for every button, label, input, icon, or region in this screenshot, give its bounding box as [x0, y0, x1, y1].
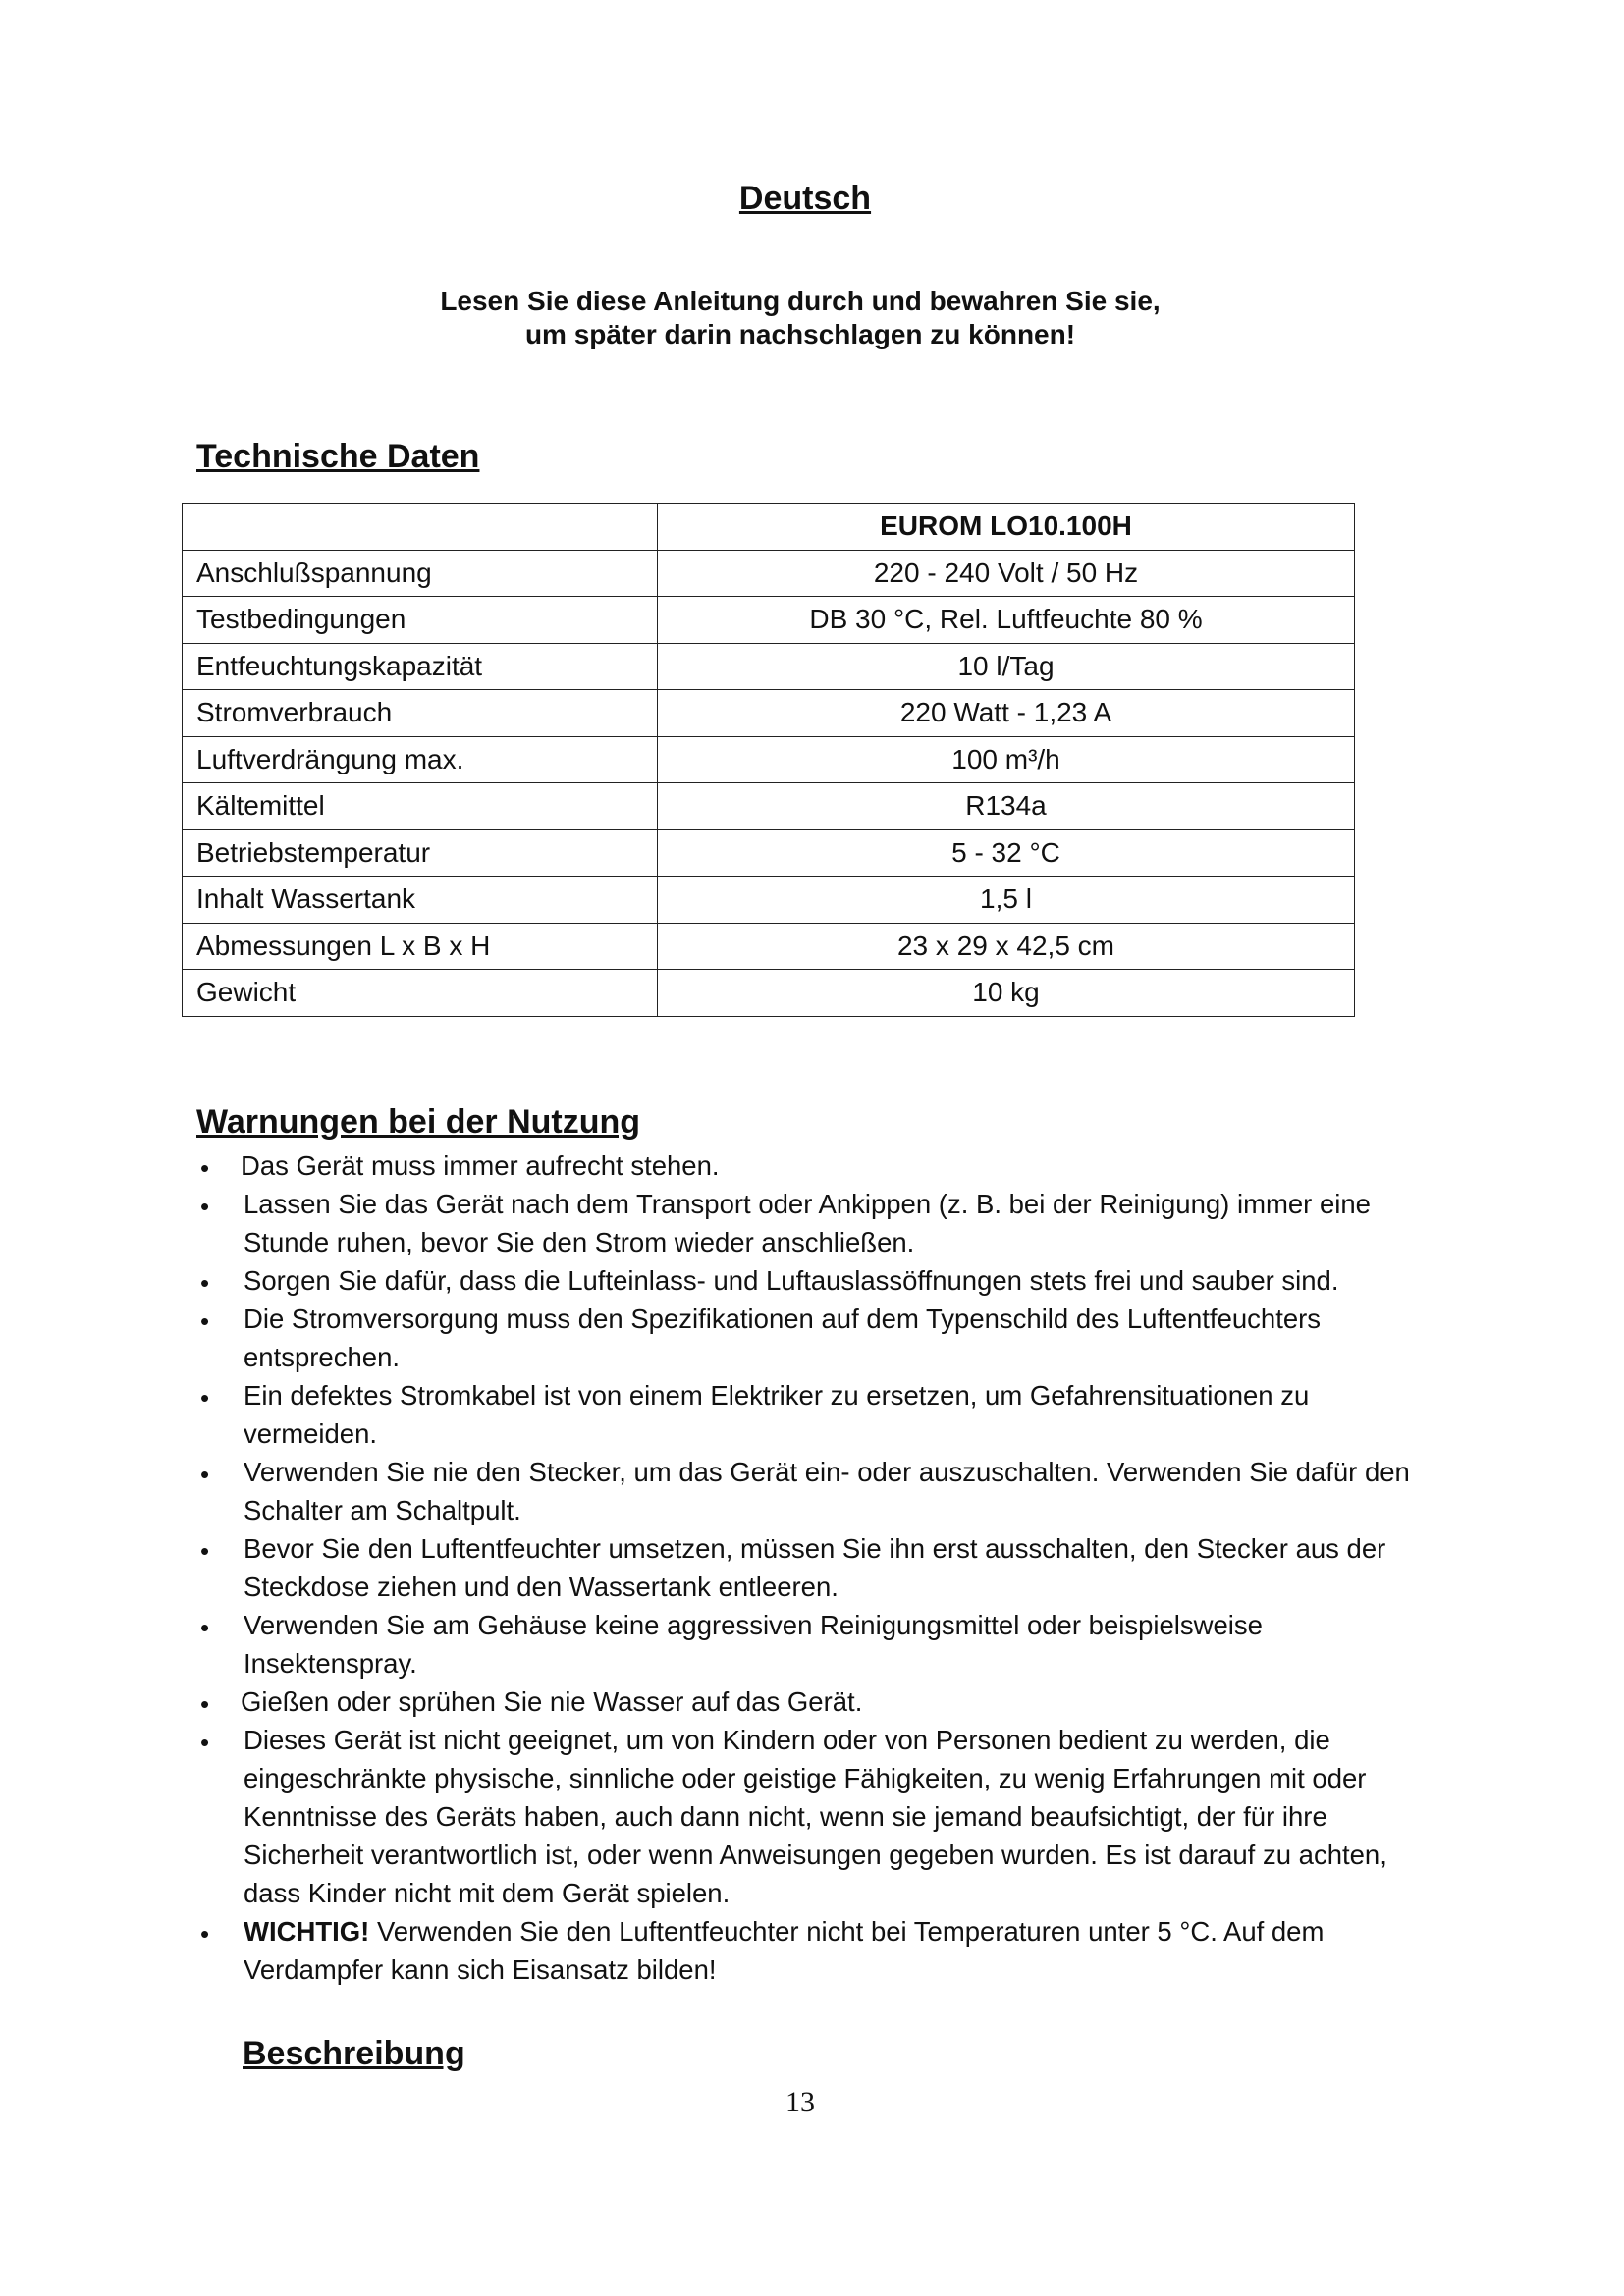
- warning-text: Dieses Gerät ist nicht geeignet, um von Kindern oder von Personen bedient zu werden, die eingeschränkte physische, sinnliche oder geistige Fähigkeiten, zu wenig Erfahrungen mit oder Kenntnisse des Geräts haben, auch dann nicht, wenn sie jemand beaufsichtigt, der für ihre Sicherheit verantwortlich ist, oder wenn Anweisungen gegeben wurden. Es ist darauf zu achten, dass Kinder nicht mit dem Gerät spielen.: [244, 1725, 1387, 1908]
- spec-label-cell: Testbedingungen: [183, 597, 658, 644]
- spec-value-cell: 10 kg: [658, 970, 1355, 1017]
- list-item: [187, 1721, 1424, 1912]
- list-item: [187, 1529, 1424, 1606]
- warning-text: Sorgen Sie dafür, dass die Lufteinlass- und Luftauslassöffnungen stets frei und sauber sind.: [244, 1265, 1339, 1296]
- list-item: [187, 1147, 1424, 1185]
- table-row: [183, 597, 1355, 644]
- spec-value-cell: 220 - 240 Volt / 50 Hz: [658, 550, 1355, 597]
- list-item: [187, 1376, 1424, 1453]
- spec-value-cell: DB 30 °C, Rel. Luftfeuchte 80 %: [658, 597, 1355, 644]
- intro-line-2: um später darin nachschlagen zu können!: [524, 319, 1076, 349]
- bullet-icon: •: [200, 1613, 210, 1642]
- table-header-empty-cell: [183, 504, 658, 551]
- list-item: [187, 1606, 1424, 1682]
- bullet-icon: •: [200, 1153, 210, 1183]
- spec-label-cell: Entfeuchtungskapazität: [183, 643, 658, 690]
- language-title: Deutsch: [738, 180, 872, 217]
- technical-data-table: [182, 503, 1355, 1017]
- warning-text: Verwenden Sie den Luftentfeuchter nicht bei Temperaturen unter 5 °C. Auf dem Verdampfer kann sich Eisansatz bilden!: [244, 1916, 1325, 1985]
- list-item: [187, 1453, 1424, 1529]
- page-number: 13: [785, 2086, 815, 2118]
- bullet-icon: •: [200, 1689, 210, 1719]
- warning-text: Verwenden Sie am Gehäuse keine aggressiven Reinigungsmittel oder beispielsweise Insektenspray.: [244, 1610, 1263, 1679]
- bullet-icon: •: [200, 1536, 210, 1566]
- spec-value-cell: 23 x 29 x 42,5 cm: [658, 923, 1355, 970]
- table-row: [183, 783, 1355, 830]
- warning-text: Gießen oder sprühen Sie nie Wasser auf das Gerät.: [241, 1686, 863, 1717]
- technical-data-heading: Technische Daten: [196, 438, 480, 475]
- list-item: [187, 1912, 1424, 1989]
- warnings-list: [187, 1147, 1424, 1989]
- table-row: [183, 829, 1355, 877]
- bullet-icon: •: [200, 1268, 210, 1298]
- bullet-icon: •: [200, 1460, 210, 1489]
- spec-label-cell: Betriebstemperatur: [183, 829, 658, 877]
- table-row: [183, 970, 1355, 1017]
- bullet-icon: •: [200, 1192, 210, 1221]
- warning-text: Die Stromversorgung muss den Spezifikationen auf dem Typenschild des Luftentfeuchters entsprechen.: [244, 1304, 1322, 1372]
- warning-text: Bevor Sie den Luftentfeuchter umsetzen, müssen Sie ihn erst ausschalten, den Stecker aus der Steckdose ziehen und den Wassertank entleeren.: [244, 1533, 1386, 1602]
- intro-note: [0, 285, 1600, 351]
- table-row: [183, 643, 1355, 690]
- spec-label-cell: Kältemittel: [183, 783, 658, 830]
- list-item: [187, 1682, 1424, 1721]
- spec-label-cell: Luftverdrängung max.: [183, 736, 658, 783]
- spec-label-cell: Stromverbrauch: [183, 690, 658, 737]
- spec-value-cell: 5 - 32 °C: [658, 829, 1355, 877]
- bullet-icon: •: [200, 1728, 210, 1757]
- list-item: [187, 1300, 1424, 1376]
- table-row: [183, 736, 1355, 783]
- spec-value-cell: 220 Watt - 1,23 A: [658, 690, 1355, 737]
- spec-value-cell: R134a: [658, 783, 1355, 830]
- spec-label-cell: Abmessungen L x B x H: [183, 923, 658, 970]
- intro-line-1: Lesen Sie diese Anleitung durch und bewahren Sie sie,: [440, 286, 1161, 316]
- table-header-row: [183, 504, 1355, 551]
- bullet-icon: •: [200, 1307, 210, 1336]
- spec-value-cell: 1,5 l: [658, 877, 1355, 924]
- table-row: [183, 923, 1355, 970]
- spec-label-cell: Gewicht: [183, 970, 658, 1017]
- spec-label-cell: Inhalt Wassertank: [183, 877, 658, 924]
- warning-text: Verwenden Sie nie den Stecker, um das Gerät ein- oder auszuschalten. Verwenden Sie dafür den Schalter am Schaltpult.: [244, 1457, 1410, 1525]
- description-heading: Beschreibung: [243, 2035, 465, 2072]
- list-item: [187, 1185, 1424, 1261]
- bullet-icon: •: [200, 1383, 210, 1413]
- warning-text: Lassen Sie das Gerät nach dem Transport oder Ankippen (z. B. bei der Reinigung) immer eine Stunde ruhen, bevor Sie den Strom wieder anschließen.: [244, 1189, 1371, 1257]
- model-header-cell: EUROM LO10.100H: [658, 504, 1355, 551]
- spec-label-cell: Anschlußspannung: [183, 550, 658, 597]
- table-row: [183, 690, 1355, 737]
- warning-text: Ein defektes Stromkabel ist von einem Elektriker zu ersetzen, um Gefahrensituationen zu vermeiden.: [244, 1380, 1310, 1449]
- spec-value-cell: 10 l/Tag: [658, 643, 1355, 690]
- important-label: WICHTIG!: [244, 1916, 370, 1947]
- table-row: [183, 877, 1355, 924]
- spec-value-cell: 100 m³/h: [658, 736, 1355, 783]
- warnings-heading: Warnungen bei der Nutzung: [196, 1103, 641, 1141]
- bullet-icon: •: [200, 1919, 210, 1949]
- list-item: [187, 1261, 1424, 1300]
- table-row: [183, 550, 1355, 597]
- warning-text: Das Gerät muss immer aufrecht stehen.: [241, 1150, 720, 1181]
